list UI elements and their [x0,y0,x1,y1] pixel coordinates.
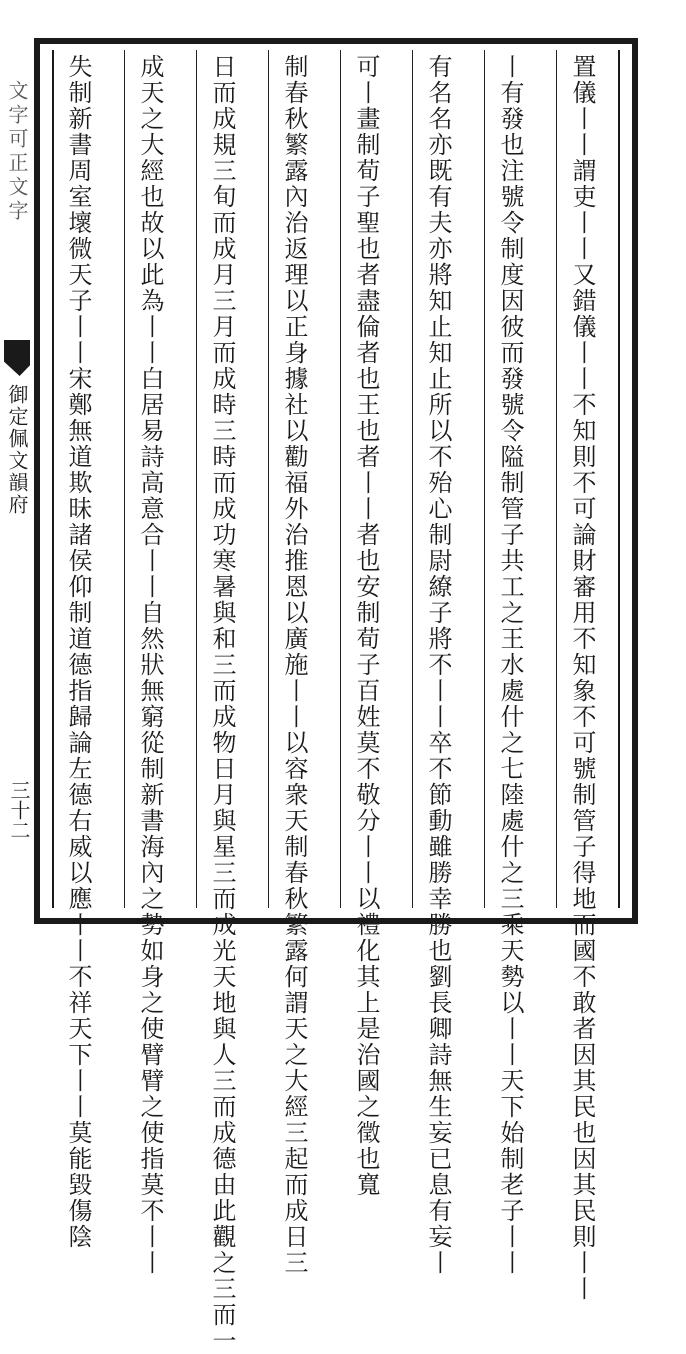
text-frame [34,38,638,1354]
column-divider [268,50,269,908]
margin-top-fragment: 文字可正文字 [5,80,29,224]
column-divider [124,50,125,908]
column-divider [340,50,341,908]
column-divider [412,50,413,908]
column-divider [556,50,557,908]
text-column-7: 成天之大經也故以此為丨丨白居易詩高意合丨丨自然狀無窮從制新書海內之勢如身之使臂臂之使指莫不丨丨 [136,54,164,1276]
book-title: 御定佩文韻府 [5,384,29,516]
text-column-6: 日而成規三旬而成月三月而成時三時而成功寒暑與和三而成物日月與星三而成光天地與人三而成德由此觀之三而一 [208,54,236,1354]
column-divider [484,50,485,908]
fishtail-mark-icon [4,340,30,376]
text-area [52,50,620,1354]
page-margin [2,40,32,920]
text-column-5: 制春秋繁露內治返理以正身據社以勸福外治推恩以廣施丨丨以容衆天制春秋繁露何謂天之大經三起而成日三 [280,54,308,1276]
text-column-3: 有名名亦既有夫亦將知止知止所以不殆心制尉繚子將不丨丨卒不節動雖勝幸勝也劉長卿詩無生妄已息有妄丨 [424,54,452,1276]
text-column-2: 丨有發也注號令制度因彼而發號令隘制管子共工之王水處什之七陸處什之三乘天勢以丨丨天下始制老子丨丨 [496,54,524,1276]
text-column-1: 置儀丨丨謂吏丨丨又錯儀丨丨不知則不可論財審用不知象不可號制管子得地而國不敢者因其民也因其民則丨丨 [568,54,596,1302]
column-divider [196,50,197,908]
text-column-8: 失制新書周室壞微天子丨丨宋鄭無道欺昧諸侯仰制道德指歸論左德右威以應丨丨不祥天下丨丨莫能毀傷陰 [64,54,92,1250]
text-column-4: 可丨畫制荀子聖也者盡倫者也王也者丨丨者也安制荀子百姓莫不敬分丨丨以禮化其上是治國之徵也寬 [352,54,380,1198]
page-number: 三十二 [7,780,31,840]
